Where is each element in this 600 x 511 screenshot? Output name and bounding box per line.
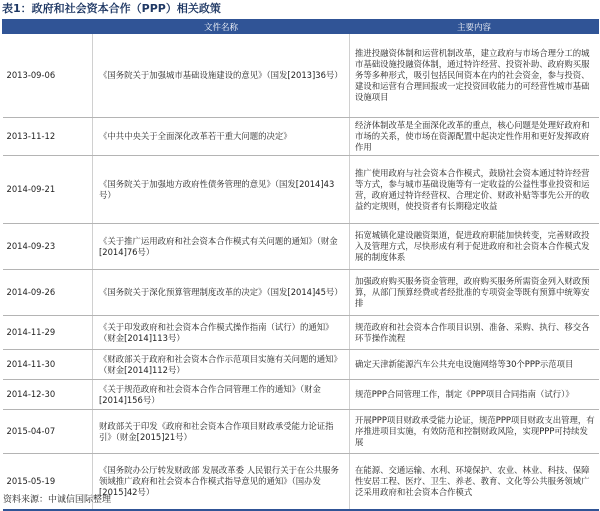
row-date: 2014-11-29 — [3, 316, 93, 350]
row-date: 2014-09-21 — [3, 156, 93, 224]
row-file-name: 《国务院关于加强地方政府性债务管理的意见》（国发[2014]43号） — [93, 156, 350, 224]
table-row — [3, 118, 599, 156]
row-date: 2013-09-06 — [3, 34, 93, 118]
policy-table — [2, 19, 599, 511]
row-date: 2014-09-23 — [3, 224, 93, 270]
row-content: 规范政府和社会资本合作项目识别、准备、采购、执行、移交各环节操作流程 — [350, 316, 599, 350]
row-content: 开展PPP项目财政承受能力论证，规范PPP项目财政支出管理，有序推进项目实施，有效防范和控制财政风险，实现PPP可持续发展 — [350, 410, 599, 454]
row-date: 2015-05-19 — [3, 454, 93, 510]
row-content: 加强政府购买服务资金管理，政府购买服务所需资金列入财政预算，从部门预算经费或者经批准的专项资金等既有预算中统筹安排 — [350, 270, 599, 316]
table-row — [3, 380, 599, 410]
row-file-name: 《关于规范政府和社会资本合作合同管理工作的通知》（财金[2014]156号） — [93, 380, 350, 410]
source-note: 资料来源：中诚信国际整理 — [3, 495, 112, 505]
row-content: 拓宽城镇化建设融资渠道，促进政府职能加快转变，完善财政投入及管理方式，尽快形成有利于促进政府和社会资本合作模式发展的制度体系 — [350, 224, 599, 270]
row-file-name: 《国务院关于深化预算管理制度改革的决定》（国发[2014]45号） — [93, 270, 350, 316]
row-file-name: 《关于印发政府和社会资本合作模式操作指南（试行）的通知》（财金[2014]113号） — [93, 316, 350, 350]
table-title: 表1：政府和社会资本合作（PPP）相关政策 — [2, 2, 221, 15]
row-content: 确定天津新能源汽车公共充电设施网络等30个PPP示范项目 — [350, 350, 599, 380]
table-row — [3, 156, 599, 224]
table-row — [3, 350, 599, 380]
row-date: 2014-09-26 — [3, 270, 93, 316]
table-row — [3, 410, 599, 454]
row-content: 推进投融资体制和运营机制改革，建立政府与市场合理分工的城市基础设施投融资体制，通过特许经营、投资补助、政府购买服务等多种形式，吸引包括民间资本在内的社会资金，参与投资、建设和运营有合理回报或一定投资回收能力的可经营性城市基础设施项目 — [350, 34, 599, 118]
header-main-content: 主要内容 — [350, 20, 599, 34]
row-file-name: 《国务院办公厅转发财政部 发展改革委 人民银行关于在公共服务领域推广政府和社会资本合作模式指导意见的通知》（国办发[2015]42号） — [93, 454, 350, 510]
row-file-name: 《财政部关于政府和社会资本合作示范项目实施有关问题的通知》（财金[2014]112号） — [93, 350, 350, 380]
table-header-row — [3, 20, 599, 34]
row-date: 2014-12-30 — [3, 380, 93, 410]
table-row — [3, 270, 599, 316]
row-file-name: 《国务院关于加强城市基础设施建设的意见》（国发[2013]36号） — [93, 34, 350, 118]
row-content: 经济体制改革是全面深化改革的重点，核心问题是处理好政府和市场的关系，使市场在资源配置中起决定性作用和更好发挥政府作用 — [350, 118, 599, 156]
header-date — [3, 20, 93, 34]
row-date: 2013-11-12 — [3, 118, 93, 156]
header-file-name: 文件名称 — [93, 20, 350, 34]
row-content: 推广使用政府与社会资本合作模式，鼓励社会资本通过特许经营等方式，参与城市基础设施等有一定收益的公益性事业投资和运营，政府通过特许经营权、合理定价、财政补贴等事先公开的收益约定规则，使投资者有长期稳定收益 — [350, 156, 599, 224]
table-row — [3, 224, 599, 270]
row-date: 2014-11-30 — [3, 350, 93, 380]
table-row — [3, 34, 599, 118]
row-date: 2015-04-07 — [3, 410, 93, 454]
row-file-name: 《中共中央关于全面深化改革若干重大问题的决定》 — [93, 118, 350, 156]
row-file-name: 财政部关于印发《政府和社会资本合作项目财政承受能力论证指引》（财金[2015]21号） — [93, 410, 350, 454]
policy-table-container — [2, 19, 598, 511]
row-content: 规范PPP合同管理工作，制定《PPP项目合同指南（试行）》 — [350, 380, 599, 410]
table-row — [3, 316, 599, 350]
row-file-name: 《关于推广运用政府和社会资本合作模式有关问题的通知》（财金[2014]76号） — [93, 224, 350, 270]
row-content: 在能源、交通运输、水利、环境保护、农业、林业、科技、保障性安居工程、医疗、卫生、养老、教育、文化等公共服务领域广泛采用政府和社会资本合作模式 — [350, 454, 599, 510]
